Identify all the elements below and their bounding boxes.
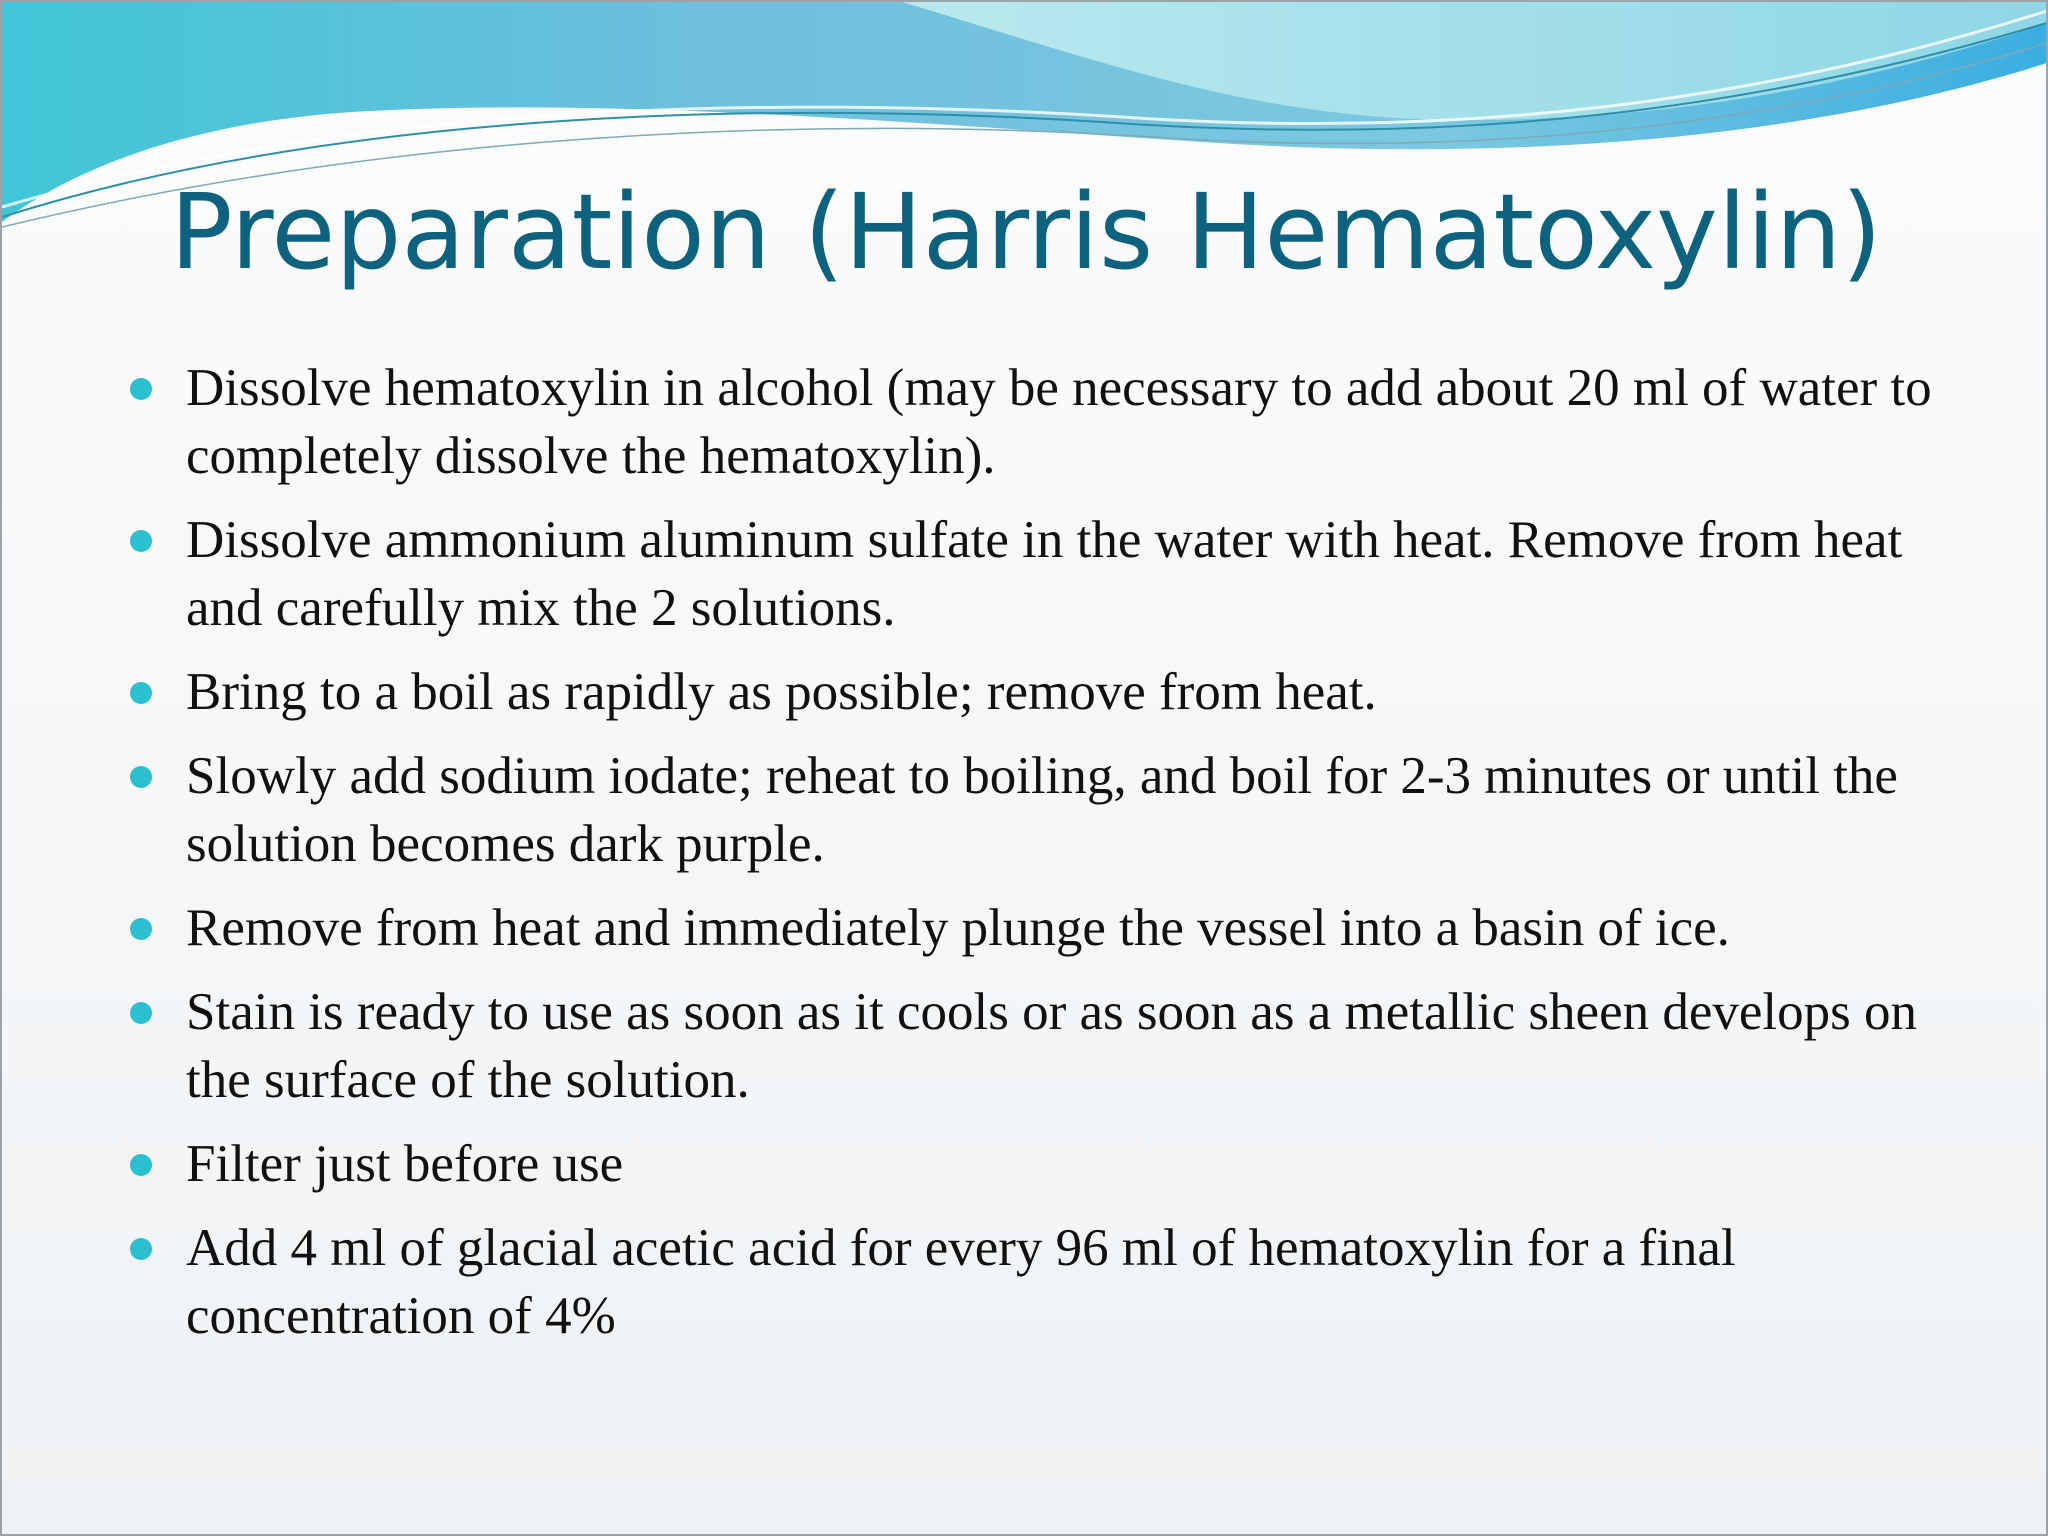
bullet-text: Dissolve ammonium aluminum sulfate in the water with heat. Remove from heat and carefully mix the 2 solutions. xyxy=(186,511,1903,637)
bullet-text: Add 4 ml of glacial acetic acid for every 96 ml of hematoxylin for a final concentration of 4% xyxy=(186,1219,1736,1345)
bullet-dot-icon xyxy=(130,378,152,400)
list-item xyxy=(122,1130,1982,1198)
slide-title: Preparation (Harris Hematoxylin) xyxy=(170,171,1882,293)
list-item xyxy=(122,742,1982,878)
bullet-text: Filter just before use xyxy=(186,1135,624,1193)
list-item xyxy=(122,1214,1982,1350)
bullet-dot-icon xyxy=(130,530,152,552)
list-item xyxy=(122,978,1982,1114)
bullet-list xyxy=(122,354,1982,1366)
list-item xyxy=(122,506,1982,642)
bullet-text: Slowly add sodium iodate; reheat to boiling, and boil for 2-3 minutes or until the solution becomes dark purple. xyxy=(186,747,1898,873)
bullet-text: Dissolve hematoxylin in alcohol (may be necessary to add about 20 ml of water to completely dissolve the hematoxylin). xyxy=(186,359,1932,485)
list-item xyxy=(122,658,1982,726)
bullet-dot-icon xyxy=(130,1238,152,1260)
bullet-dot-icon xyxy=(130,918,152,940)
bullet-dot-icon xyxy=(130,1154,152,1176)
bullet-dot-icon xyxy=(130,766,152,788)
bullet-text: Stain is ready to use as soon as it cools or as soon as a metallic sheen develops on the surface of the solution. xyxy=(186,983,1917,1109)
bullet-dot-icon xyxy=(130,682,152,704)
bullet-text: Remove from heat and immediately plunge the vessel into a basin of ice. xyxy=(186,899,1730,957)
bullet-dot-icon xyxy=(130,1002,152,1024)
list-item xyxy=(122,894,1982,962)
list-item xyxy=(122,354,1982,490)
bullet-text: Bring to a boil as rapidly as possible; remove from heat. xyxy=(186,663,1377,721)
